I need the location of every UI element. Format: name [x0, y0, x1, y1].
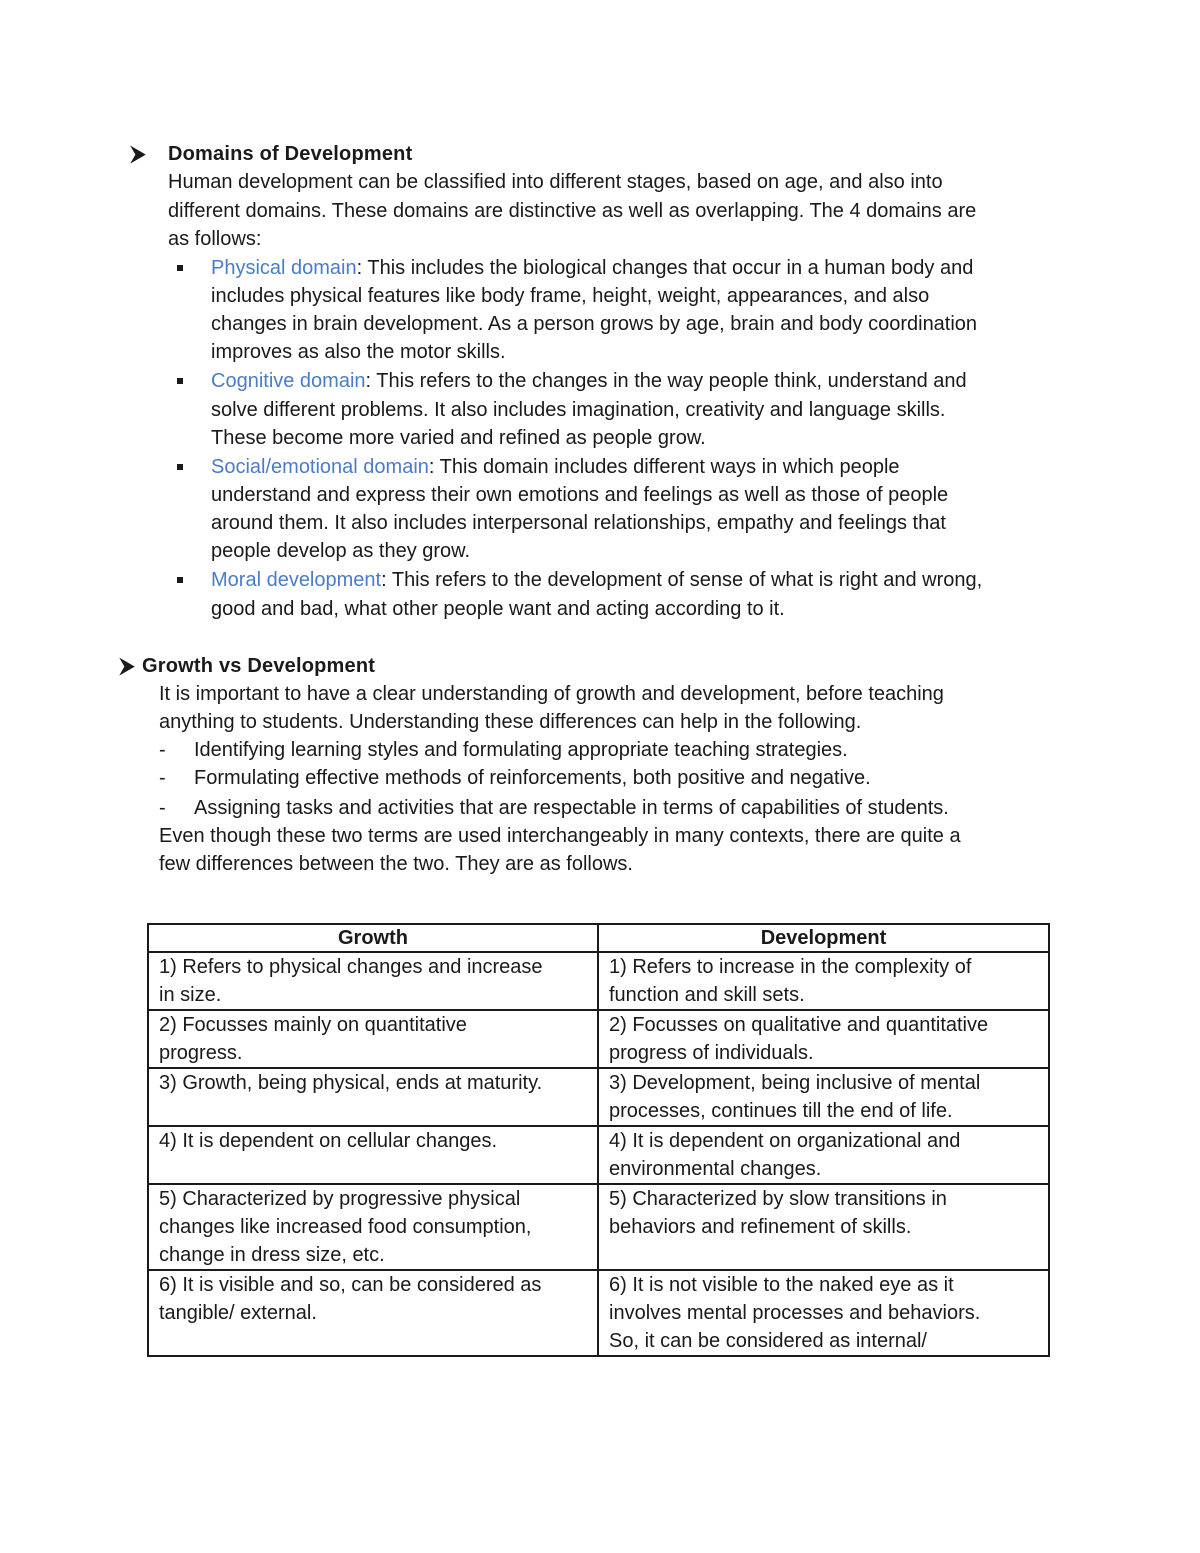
cell-text-line: 6) It is not visible to the naked eye as it [609, 1274, 954, 1296]
section-heading-growth-vs-development: Growth vs Development [142, 655, 376, 677]
square-bullet-icon [177, 378, 183, 384]
cell-text-line: 3) Development, being inclusive of mental [609, 1072, 981, 1094]
domain-item-moral [211, 566, 982, 594]
table-cell-development [598, 952, 1049, 1010]
cell-text-line: 3) Growth, being physical, ends at maturity. [159, 1072, 543, 1094]
table-cell-development [598, 1184, 1049, 1270]
table-row [148, 952, 1049, 1010]
table-cell-development [598, 1126, 1049, 1184]
arrow-bullet-icon: ⮞ [120, 655, 135, 677]
intro-line: It is important to have a clear understanding of growth and development, before teaching [159, 683, 944, 705]
list-item: Formulating effective methods of reinforcements, both positive and negative. [194, 767, 871, 789]
table-cell-growth [148, 952, 598, 1010]
cell-text-line: in size. [159, 984, 222, 1006]
cell-text-line: 1) Refers to physical changes and increase [159, 956, 543, 978]
cell-text-line: 5) Characterized by progressive physical [159, 1188, 521, 1210]
domain-desc-line: good and bad, what other people want and acting according to it. [211, 598, 785, 620]
cell-text-line: 4) It is dependent on organizational and [609, 1130, 961, 1152]
domain-term: Physical domain [211, 257, 357, 279]
table-row [148, 1184, 1049, 1270]
list-item: Assigning tasks and activities that are respectable in terms of capabilities of students. [194, 797, 949, 819]
domain-desc-line: These become more varied and refined as people grow. [211, 427, 706, 449]
domain-desc-line: around them. It also includes interpersonal relationships, empathy and feelings that [211, 512, 946, 534]
table-cell-growth [148, 1184, 598, 1270]
domain-desc-line: solve different problems. It also includes imagination, creativity and language skills. [211, 399, 946, 421]
table-cell-growth [148, 1010, 598, 1068]
cell-text-line: tangible/ external. [159, 1302, 317, 1324]
cell-text-line: progress. [159, 1042, 243, 1064]
domain-desc-line: understand and express their own emotions and feelings as well as those of people [211, 484, 949, 506]
cell-text-line: 2) Focusses on qualitative and quantitative [609, 1014, 989, 1036]
cell-text-line: 1) Refers to increase in the complexity of [609, 956, 972, 978]
table-cell-development [598, 1010, 1049, 1068]
dash-bullet-icon: - [159, 797, 166, 819]
domain-desc-line: people develop as they grow. [211, 540, 471, 562]
square-bullet-icon [177, 464, 183, 470]
domain-desc: : This includes the biological changes that occur in a human body and [356, 257, 974, 279]
domain-desc-line: includes physical features like body frame, height, weight, appearances, and also [211, 285, 930, 307]
table-body [148, 952, 1049, 1356]
cell-text-line: 4) It is dependent on cellular changes. [159, 1130, 497, 1152]
cell-text-line: involves mental processes and behaviors. [609, 1302, 981, 1324]
section-heading-domains: Domains of Development [168, 143, 413, 165]
cell-text-line: environmental changes. [609, 1158, 822, 1180]
arrow-bullet-icon: ⮞ [131, 143, 146, 165]
cell-text-line: 5) Characterized by slow transitions in [609, 1188, 947, 1210]
intro-line: anything to students. Understanding these differences can help in the following. [159, 711, 862, 733]
domain-desc: : This domain includes different ways in which people [428, 456, 900, 478]
cell-text-line: function and skill sets. [609, 984, 805, 1006]
table-cell-growth [148, 1126, 598, 1184]
domain-item-physical [211, 254, 973, 282]
square-bullet-icon [177, 577, 183, 583]
table-header-row [148, 924, 1049, 952]
outro-line: few differences between the two. They are as follows. [159, 853, 633, 875]
outro-line: Even though these two terms are used interchangeably in many contexts, there are quite a [159, 825, 961, 847]
domain-term: Moral development [211, 569, 382, 591]
table-row [148, 1068, 1049, 1126]
table-cell-growth [148, 1270, 598, 1356]
domain-desc: : This refers to the development of sense of what is right and wrong, [381, 569, 983, 591]
cell-text-line: 2) Focusses mainly on quantitative [159, 1014, 467, 1036]
square-bullet-icon [177, 265, 183, 271]
domain-desc-line: improves as also the motor skills. [211, 341, 506, 363]
domain-desc-line: changes in brain development. As a person grows by age, brain and body coordination [211, 313, 978, 335]
cell-text-line: So, it can be considered as internal/ [609, 1330, 927, 1352]
intro-line: as follows: [168, 228, 262, 250]
domain-desc: : This refers to the changes in the way people think, understand and [365, 370, 967, 392]
cell-text-line: processes, continues till the end of life. [609, 1100, 953, 1122]
cell-text-line: behaviors and refinement of skills. [609, 1216, 912, 1238]
dash-bullet-icon: - [159, 739, 166, 761]
table-cell-development [598, 1270, 1049, 1356]
column-header-growth: Growth [148, 924, 598, 952]
dash-bullet-icon: - [159, 767, 166, 789]
table-row [148, 1126, 1049, 1184]
table-cell-growth [148, 1068, 598, 1126]
domain-item-cognitive [211, 367, 967, 395]
table-row [148, 1010, 1049, 1068]
table-cell-development [598, 1068, 1049, 1126]
column-header-development: Development [598, 924, 1049, 952]
domain-term: Social/emotional domain [211, 456, 429, 478]
table-row [148, 1270, 1049, 1356]
intro-line: different domains. These domains are distinctive as well as overlapping. The 4 domains are [168, 200, 977, 222]
growth-vs-development-table [147, 923, 1050, 1357]
domain-term: Cognitive domain [211, 370, 366, 392]
cell-text-line: progress of individuals. [609, 1042, 814, 1064]
cell-text-line: change in dress size, etc. [159, 1244, 385, 1266]
cell-text-line: changes like increased food consumption, [159, 1216, 532, 1238]
list-item: Identifying learning styles and formulating appropriate teaching strategies. [194, 739, 848, 761]
cell-text-line: 6) It is visible and so, can be considered as [159, 1274, 542, 1296]
domain-item-social [211, 453, 900, 481]
intro-line: Human development can be classified into different stages, based on age, and also into [168, 171, 943, 193]
